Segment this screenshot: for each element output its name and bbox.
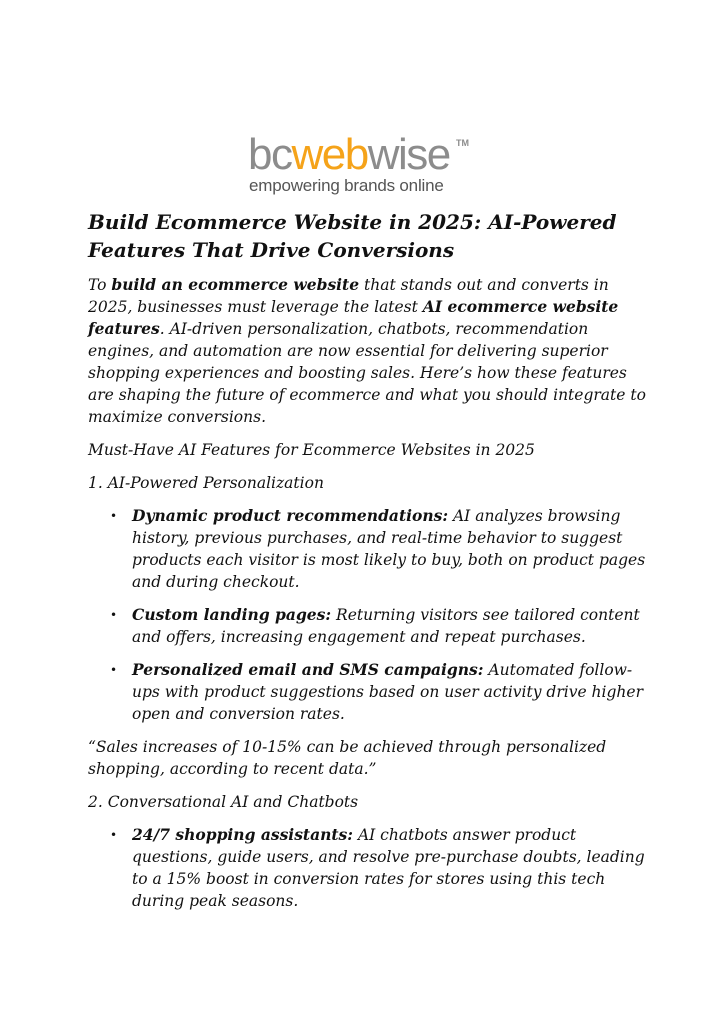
list-item-bold: 24/7 shopping assistants: bbox=[132, 825, 354, 844]
article-body bbox=[88, 208, 648, 923]
logo-wordmark bbox=[248, 130, 478, 179]
logo-web: web bbox=[291, 130, 368, 179]
list-item-text: Returning visitors see tailored content and offers, increasing engagement and repeat purchases. bbox=[132, 606, 640, 646]
bullet-icon: • bbox=[110, 509, 118, 523]
bcwebwise-logo bbox=[248, 130, 478, 203]
list-item-bold: Personalized email and SMS campaigns: bbox=[132, 660, 484, 679]
intro-paragraph bbox=[88, 274, 648, 428]
intro-text-2: that stands out and converts in 2025, businesses must leverage the latest bbox=[88, 276, 609, 316]
section-heading: Must-Have AI Features for Ecommerce Websites in 2025 bbox=[88, 441, 535, 459]
logo-tagline: empowering brands online bbox=[249, 176, 444, 195]
intro-bold-2: AI ecommerce website features bbox=[88, 297, 619, 338]
list-item-text: AI chatbots answer product questions, guide users, and resolve pre-purchase doubts, leading to a 15% boost in conversion rates for stores using this tech during peak seasons. bbox=[132, 826, 645, 910]
bullet-icon: • bbox=[110, 608, 118, 622]
intro-bold-1: build an ecommerce website bbox=[111, 275, 360, 294]
list-item bbox=[88, 824, 648, 912]
section2-heading: 2. Conversational AI and Chatbots bbox=[88, 793, 359, 811]
intro-text-3: . AI-driven personalization, chatbots, recommendation engines, and automation are now essential for delivering superior shopping experiences and boosting sales. Here’s how these features are shaping the future of ecommerce and what you should integrate to maximize conversions. bbox=[88, 320, 646, 426]
list-item bbox=[88, 659, 648, 725]
bullet-icon: • bbox=[110, 663, 118, 677]
logo-trademark: TM bbox=[456, 138, 469, 148]
section1-list bbox=[88, 505, 648, 725]
list-item-text: Automated follow-ups with product suggestions based on user activity drive higher open and conversion rates. bbox=[132, 661, 643, 723]
list-item bbox=[88, 604, 648, 648]
list-item-bold: Custom landing pages: bbox=[132, 605, 332, 624]
bullet-icon: • bbox=[110, 828, 118, 842]
logo-wise: wise bbox=[367, 130, 450, 179]
intro-text-1: To bbox=[88, 276, 112, 294]
page-title: Build Ecommerce Website in 2025: AI-Powered Features That Drive Conversions bbox=[88, 210, 617, 262]
quote-paragraph: “Sales increases of 10-15% can be achieved through personalized shopping, according to recent data.” bbox=[88, 738, 607, 778]
list-item bbox=[88, 505, 648, 593]
logo-bc: bc bbox=[248, 130, 292, 179]
list-item-bold: Dynamic product recommendations: bbox=[132, 506, 449, 525]
list-item-text: AI analyzes browsing history, previous purchases, and real-time behavior to suggest products each visitor is most likely to buy, both on product pages and during checkout. bbox=[132, 507, 646, 591]
section2-list bbox=[88, 824, 648, 912]
section1-heading: 1. AI-Powered Personalization bbox=[88, 474, 324, 492]
